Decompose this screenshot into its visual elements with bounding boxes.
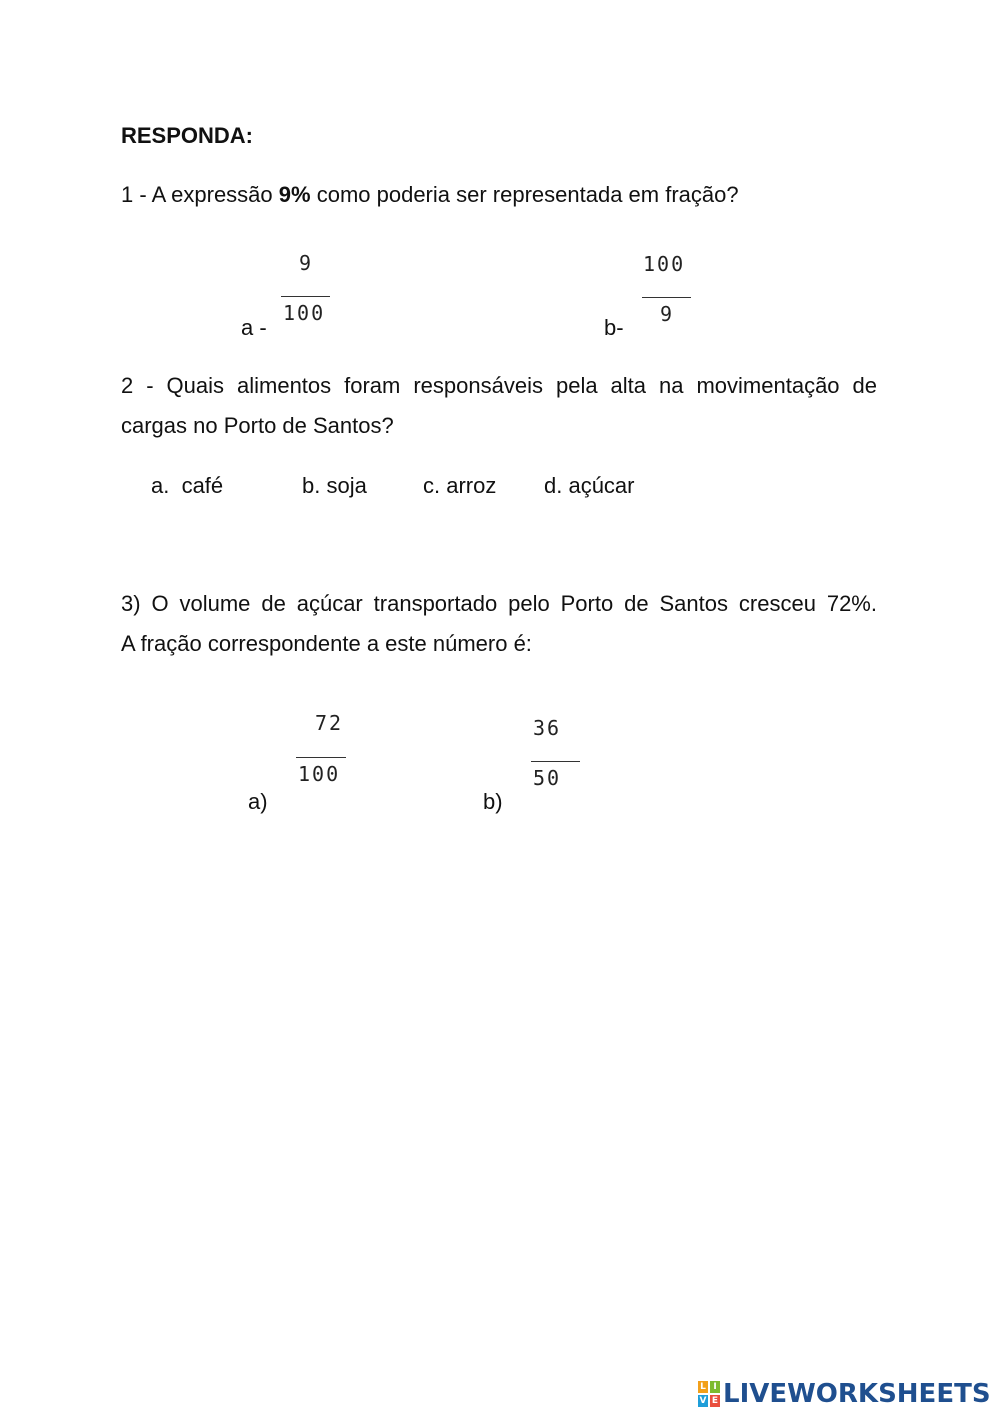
q2-choice-d[interactable]: d. açúcar bbox=[544, 473, 635, 498]
q3-option-b-numerator: 36 bbox=[533, 716, 562, 740]
logo-mark-cell: E bbox=[711, 1396, 719, 1406]
question-1-highlight: 9% bbox=[278, 182, 311, 207]
q3-option-b-denominator: 50 bbox=[533, 766, 562, 790]
logo-mark-cell: I bbox=[710, 1381, 720, 1393]
question-2-line-2: cargas no Porto de Santos? bbox=[121, 413, 394, 438]
question-1-prefix: 1 - A expressão bbox=[121, 182, 273, 207]
q1-option-a-numerator: 9 bbox=[299, 251, 314, 275]
q1-option-b-numerator: 100 bbox=[643, 252, 686, 276]
question-1-suffix: como poderia ser representada em fração? bbox=[316, 182, 739, 207]
q3-option-a-label: a) bbox=[248, 789, 268, 814]
q1-option-a-denominator: 100 bbox=[283, 301, 326, 325]
q1-option-b-label: b- bbox=[604, 315, 624, 340]
question-2-line-1: 2 - Quais alimentos foram responsáveis pela alta na movimentação de bbox=[121, 373, 877, 398]
q2-choice-c[interactable]: c. arroz bbox=[423, 473, 497, 498]
logo-brand-text: LIVEWORKSHEETS bbox=[723, 1379, 991, 1409]
q3-option-a-denominator: 100 bbox=[298, 762, 341, 786]
q1-option-a-fraction-bar bbox=[281, 296, 330, 297]
question-3-line-1: 3) O volume de açúcar transportado pelo Porto de Santos cresceu 72%. bbox=[121, 591, 877, 616]
liveworksheets-logo bbox=[698, 1379, 991, 1409]
q3-option-a-numerator: 72 bbox=[315, 711, 344, 735]
page-heading: RESPONDA: bbox=[121, 123, 254, 148]
logo-mark-cell: V bbox=[699, 1396, 707, 1406]
q3-option-b-fraction-bar bbox=[531, 761, 580, 762]
q1-option-b-fraction-bar bbox=[642, 297, 691, 298]
q2-choice-b[interactable]: b. soja bbox=[302, 473, 367, 498]
logo-mark-cell: L bbox=[698, 1381, 708, 1393]
logo-mark-icon bbox=[698, 1381, 720, 1407]
question-1-text bbox=[121, 184, 739, 206]
question-3-line-2: A fração correspondente a este número é: bbox=[121, 631, 532, 656]
q2-choice-a[interactable]: a. café bbox=[151, 473, 224, 498]
q1-option-a-label: a - bbox=[241, 315, 267, 340]
q1-option-b-denominator: 9 bbox=[660, 302, 675, 326]
q3-option-a-fraction-bar bbox=[296, 757, 346, 758]
q3-option-b-label: b) bbox=[483, 789, 503, 814]
